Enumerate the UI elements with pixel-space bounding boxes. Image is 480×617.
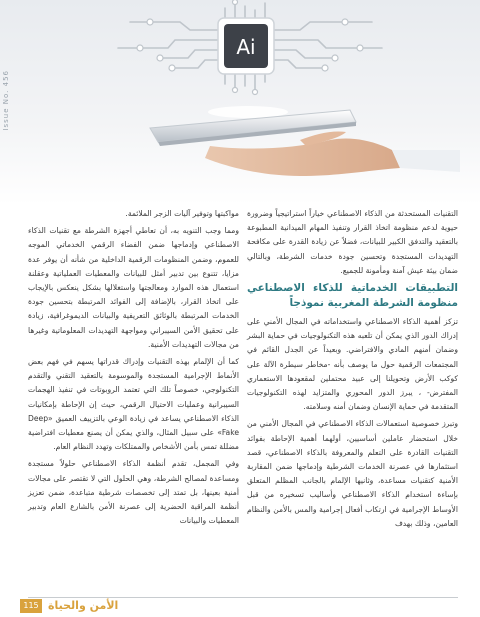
paragraph: وتبرز خصوصية استعمالات الذكاء الاصطناعي في المجال الأمني من خلال استحضار عاملين أساسيين، أولهما أهمية الإحاطة بفوائد التقنيات القادرة على التعلم والمعروفة بالذكاء الاصطناعي، قصد استثمارها في عصرنة الخدمات الشرطية وإدماجها ضمن المقاربة الأمنية كتقنيات مساعدة، وثانيها الإلمام بالجانب المظلم المتعلق بإساءة استخدام الذكاء الاصطناعي وأساليب تسخيره من قبل الأوساط الإجرامية في ارتكاب أفعال إجرامية والمس بالأمن والنظام العامين، وذلك بهدف <box>247 419 458 528</box>
page-number: 115 <box>20 599 42 613</box>
paragraph: ومما وجب التنويه به، أن تعاطي أجهزة الشرطة مع تقنيات الذكاء الاصطناعي وإدماجها ضمن الفضاء الرقمي الخدماتي الموجه للعموم، وضمن المنظومات الرقمية الداخلية من شأنه أن يوفر عدة مزايا، تتنوع بين تدبير أمثل للبيانات والمعطيات العملياتية وعقلنة استعمال هذه الموارد ومعالجتها واستغلالها بشكل ينعكس بالإيجاب على اتخاذ القرار، بالإضافة إلى الفوائد المرتبطة بتحسين جودة الخدمات المرتبطة بالوثائق التعريفية والبيانات الديموغرافية، زيادة على تحقيق الأمن السيبراني ومواجهة التهديدات المعلوماتية وغيرها من مجالات التهديدات الأمنية. <box>28 226 239 349</box>
paragraph: التقنيات المستحدثة من الذكاء الاصطناعي خياراً استراتيجياً وضرورة حيوية لدعم منظومة اتخاذ القرار وتنفيذ المهام الميدانية المطبوعة بالتعقيد والتدفق الكبير للبيانات، فضلاً عن زيادة القدرة على مكافحة التهديدات المستجدة وتحسين جودة خدمات الشرطة، وبالتالي ضمان بيئة عيش آمنة ومأمونة للجميع. <box>247 209 458 275</box>
chip-label: Ai <box>236 35 256 59</box>
magazine-title: الأمن والحياة <box>48 599 119 612</box>
footer-divider <box>28 597 458 598</box>
hand <box>205 138 400 176</box>
section-heading: التطبيقات الخدماتية للذكاء الاصطناعي منظومة الشرطة المغربية نموذجاً <box>247 282 458 310</box>
page-footer <box>0 591 480 617</box>
paragraph: مواكبتها وتوفير آليات الزجر الملائمة. <box>125 209 239 218</box>
article-column-left <box>28 207 239 531</box>
hero-image <box>0 0 480 205</box>
paragraph: تزكز أهمية الذكاء الاصطناعي واستخداماته في المجال الأمني على إدراك الدور الذي يمكن أن تلعبه هذه التكنولوجيات في حماية البشر وضمان أمنهم المادي والافتراضي. وبعيداً عن الجدل القائم في المجتمعات الرقمية حول ما يوصف بأنه -مخاطر سيطرة الآلة على كوكب الأرض وتحويلنا إلى عبيد محتملين لمقعودها الاستعماري المفترض- ، يبرز الدور المحوري والمتزايد لهذه التكنولوجيات المتقدمة في حماية الإنسان وضمان أمنه وسلامته. <box>247 317 458 412</box>
paragraph: كما أن الإلمام بهذه التقنيات وإدراك قدراتها يسهم في فهم بعض الأنماط الإجرامية المستجدة والموسومة بالتعقيد التقني والتقدم التكنولوجي، خصوصاً تلك التي تعتمد الروبوتات في تنفيذ الهجمات السيبرانية وعمليات الاحتيال الرقمي، حيث إن الإحاطة بإمكانيات الذكاء الاصطناعي يساعد في زيادة الوعي بالتزييف العميق «Deep Fake» على سبيل المثال، والذي يمكن أن يصنع معطيات افتراضية مضللة تمس بأمن الأشخاص والممتلكات وتهدد النظام العام. <box>28 357 239 452</box>
paragraph: وفي المجمل، تقدم أنظمة الذكاء الاصطناعي حلولاً مستجدة ومساعدة لمصالح الشرطة، وهي الحلول التي لا تقتصر على مجالات أمنية بعينها، بل تمتد إلى تخصصات شرطية متباعدة، ضمن تعزيز أنظمة المراقبة الحضرية إلى عصرنة الأمن بالشارع العام وتدبير المعطيات والبيانات <box>28 459 239 526</box>
ai-chip-illustration <box>0 0 480 205</box>
article-column-right <box>247 207 458 534</box>
issue-number: Issue No. 456 <box>2 70 10 131</box>
